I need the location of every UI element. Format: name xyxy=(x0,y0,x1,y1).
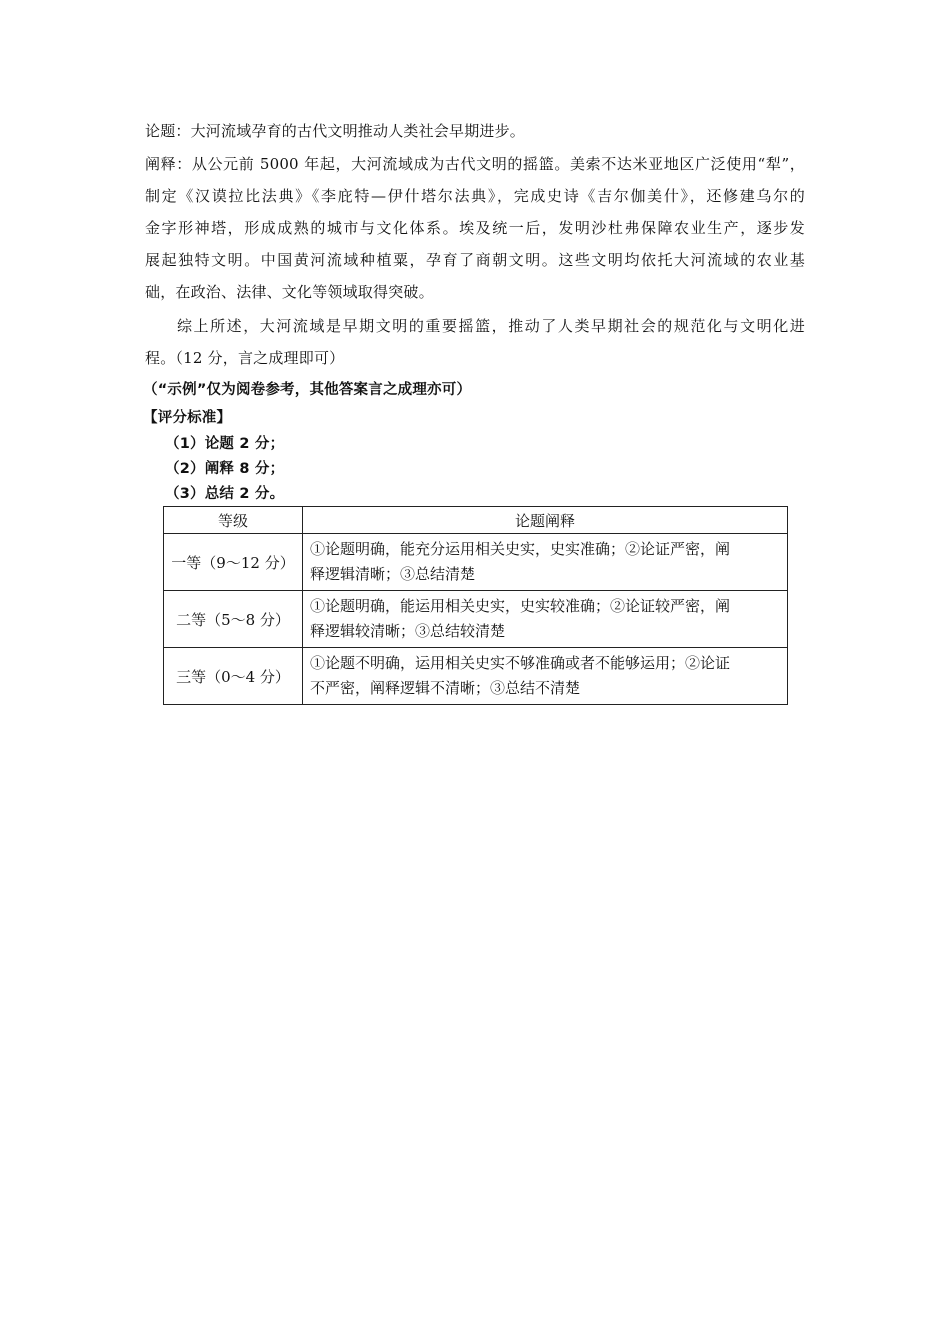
elaboration-line: 展起独特文明。中国黄河流域种植粟，孕育了商朝文明。这些文明均依托大河流域的农业基 xyxy=(145,251,805,269)
summary-line: 程。（12 分，言之成理即可） xyxy=(145,349,345,367)
grade-level: 一等（9～12 分） xyxy=(164,534,303,591)
table-row xyxy=(164,534,788,591)
elaboration-line: 础，在政治、法律、文化等领域取得突破。 xyxy=(145,283,434,301)
elaboration-line: 金字形神塔，形成成熟的城市与文化体系。埃及统一后，发明沙杜弗保障农业生产，逐步发 xyxy=(145,219,805,237)
reference-note: （“示例”仅为阅卷参考，其他答案言之成理亦可） xyxy=(143,382,472,398)
description-line: ①论题不明确，运用相关史实不够准确或者不能够运用；②论证 xyxy=(310,654,731,672)
grade-description xyxy=(303,648,788,705)
table-header-row xyxy=(164,507,788,534)
description-line: ①论题明确，能充分运用相关史实，史实准确；②论证严密，阐 xyxy=(310,540,731,558)
grading-table xyxy=(163,506,788,705)
criteria-item: （2）阐释 8 分； xyxy=(165,461,285,477)
thesis-line: 论题：大河流域孕育的古代文明推动人类社会早期进步。 xyxy=(145,122,526,140)
elaboration-line: 阐释：从公元前 5000 年起，大河流域成为古代文明的摇篮。美索不达米亚地区广泛使用“犁”， xyxy=(145,155,805,173)
description-line: 不严密，阐释逻辑不清晰；③总结不清楚 xyxy=(310,679,581,697)
description-line: ①论题明确，能运用相关史实，史实较准确；②论证较严密，阐 xyxy=(310,597,731,615)
criteria-item: （1）论题 2 分； xyxy=(165,436,285,452)
grade-description xyxy=(303,591,788,648)
description-line: 释逻辑清晰；③总结清楚 xyxy=(310,565,476,583)
elaboration-line: 制定《汉谟拉比法典》《李庇特—伊什塔尔法典》，完成史诗《吉尔伽美什》，还修建乌尔的 xyxy=(145,187,805,205)
table-row xyxy=(164,591,788,648)
grade-description xyxy=(303,534,788,591)
header-level: 等级 xyxy=(164,507,303,534)
grade-level: 三等（0～4 分） xyxy=(164,648,303,705)
table-row xyxy=(164,648,788,705)
criteria-heading: 【评分标准】 xyxy=(143,410,232,426)
grade-level: 二等（5～8 分） xyxy=(164,591,303,648)
description-line: 释逻辑较清晰；③总结较清楚 xyxy=(310,622,506,640)
summary-line: 综上所述，大河流域是早期文明的重要摇篮，推动了人类早期社会的规范化与文明化进 xyxy=(177,317,805,335)
criteria-item: （3）总结 2 分。 xyxy=(165,486,285,502)
header-description: 论题阐释 xyxy=(303,507,788,534)
